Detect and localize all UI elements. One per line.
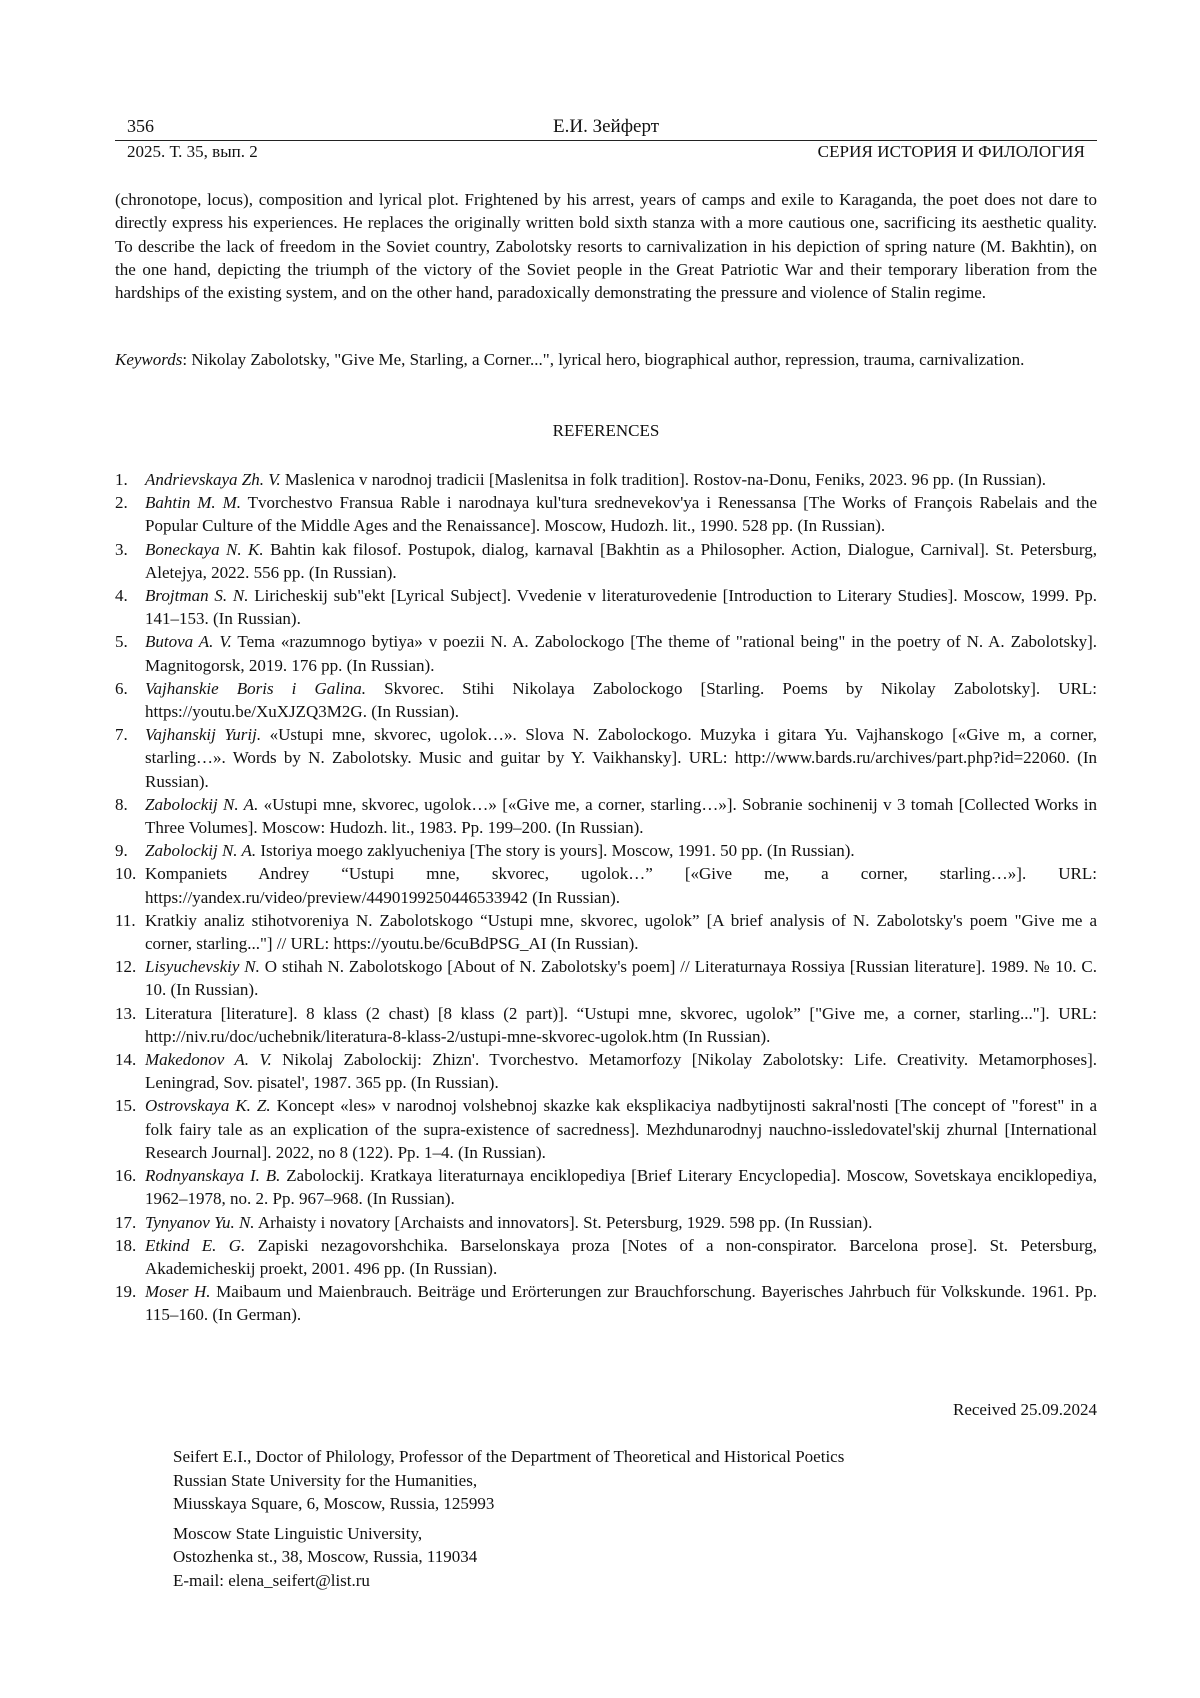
reference-item: 15. Ostrovskaya K. Z. Koncept «les» v narodnoj volshebnoj skazke kak eksplikaciya nadbytijnosti sakral'nosti [The concept of "forest" in a folk fairy tale as an explication of the supra-existence of sacredness]. Mezhdunarodnyj nauchno-issledovatel'skij zhurnal [International Research Journal]. 2022, no 8 (122). Pp. 1–4. (In Russian). [115,1094,1097,1164]
reference-item: 1. Andrievskaya Zh. V. Maslenica v narodnoj tradicii [Maslenitsa in folk tradition]. Rostov-na-Donu, Feniks, 2023. 96 pp. (In Russian). [115,468,1097,491]
reference-item: 13. Literatura [literature]. 8 klass (2 chast) [8 klass (2 part)]. “Ustupi mne, skvorec, ugolok” ["Give me, a corner, starling..."]. URL: http://niv.ru/doc/uchebnik/literatura-8-klass-2/ustupi-mne-skvorec-ugolok.htm (In Russian). [115,1002,1097,1048]
references-list [115,468,1097,1327]
abstract-text: (chronotope, locus), composition and lyrical plot. Frightened by his arrest, years of camps and exile to Karaganda, the poet does not dare to directly express his experiences. He replaces the originally written bold sixth stanza with a more cautious one, sacrificing its aesthetic quality. To describe the lack of freedom in the Soviet country, Zabolotsky resorts to carnivalization in his depiction of spring nature (M. Bakhtin), on the one hand, depicting the triumph of the victory of the Soviet people in the Great Patriotic War and their temporary liberation from the hardships of the existing system, and on the other hand, paradoxically demonstrating the pressure and violence of Stalin regime. [115,188,1097,304]
reference-item: 17. Tynyanov Yu. N. Arhaisty i novatory [Archaists and innovators]. St. Petersburg, 1929. 598 pp. (In Russian). [115,1211,1097,1234]
reference-item: 5. Butova A. V. Tema «razumnogo bytiya» v poezii N. A. Zabolockogo [The theme of "rational being" in the poetry of N. A. Zabolotsky]. Magnitogorsk, 2019. 176 pp. (In Russian). [115,630,1097,676]
affiliation-line: Russian State University for the Humanities, [173,1469,1073,1493]
reference-item: 14. Makedonov A. V. Nikolaj Zabolockij: Zhizn'. Tvorchestvo. Metamorfozy [Nikolay Zabolotsky: Life. Creativity. Metamorphoses]. Leningrad, Sov. pisatel', 1987. 365 pp. (In Russian). [115,1048,1097,1094]
page-number: 356 [127,116,154,137]
reference-item: 18. Etkind E. G. Zapiski nezagovorshchika. Barselonskaya proza [Notes of a non-conspirator. Barcelona prose]. St. Petersburg, Akademicheskij proekt, 2001. 496 pp. (In Russian). [115,1234,1097,1280]
references-heading: REFERENCES [115,421,1097,441]
reference-item: 6. Vajhanskie Boris i Galina. Skvorec. Stihi Nikolaya Zabolockogo [Starling. Poems by Nikolay Zabolotsky]. URL: https://youtu.be/XuXJZQ3M2G. (In Russian). [115,677,1097,723]
keywords-text: : Nikolay Zabolotsky, "Give Me, Starling, a Corner...", lyrical hero, biographical author, repression, trauma, carnivalization. [182,350,1024,369]
reference-item: 10. Kompaniets Andrey “Ustupi mne, skvorec, ugolok…” [«Give me, a corner, starling…»]. URL: https://yandex.ru/video/preview/4490199250446533942 (In Russian). [115,862,1097,908]
reference-item: 12. Lisyuchevskiy N. O stihah N. Zabolotskogo [About of N. Zabolotsky's poem] // Literaturnaya Rossiya [Russian literature]. 1989. № 10. C. 10. (In Russian). [115,955,1097,1001]
affiliation-line: Moscow State Linguistic University, [173,1522,1073,1546]
received-date: Received 25.09.2024 [953,1400,1097,1420]
keywords [115,348,1097,371]
reference-item: 16. Rodnyanskaya I. B. Zabolockij. Kratkaya literaturnaya enciklopediya [Brief Literary Encyclopedia]. Moscow, Sovetskaya enciklopediya, 1962–1978, no. 2. Pp. 967–968. (In Russian). [115,1164,1097,1210]
keywords-label: Keywords [115,350,182,369]
reference-item: 9. Zabolockij N. A. Istoriya moego zaklyucheniya [The story is yours]. Moscow, 1991. 50 pp. (In Russian). [115,839,1097,862]
header-author: Е.И. Зейферт [115,116,1097,138]
reference-item: 19. Moser H. Maibaum und Maienbrauch. Beiträge und Erörterungen zur Brauchforschung. Bayerisches Jahrbuch für Volkskunde. 1961. Pp. 115–160. (In German). [115,1280,1097,1326]
reference-item: 7. Vajhanskij Yurij. «Ustupi mne, skvorec, ugolok…». Slova N. Zabolockogo. Muzyka i gitara Yu. Vajhanskogo [«Give m, a corner, starling…». Words by N. Zabolotsky. Music and guitar by Y. Vaikhansky]. URL: http://www.bards.ru/archives/part.php?id=22060. (In Russian). [115,723,1097,793]
author-affiliation [173,1445,1073,1592]
running-header [115,116,1097,141]
affiliation-line: Miusskaya Square, 6, Moscow, Russia, 125993 [173,1492,1073,1516]
reference-item: 11. Kratkiy analiz stihotvoreniya N. Zabolotskogo “Ustupi mne, skvorec, ugolok” [A brief analysis of N. Zabolotsky's poem "Give me a corner, starling..."] // URL: https://youtu.be/6cuBdPSG_AI (In Russian). [115,909,1097,955]
reference-item: 3. Boneckaya N. K. Bahtin kak filosof. Postupok, dialog, karnaval [Bakhtin as a Philosopher. Action, Dialogue, Carnival]. St. Petersburg, Aletejya, 2022. 556 pp. (In Russian). [115,538,1097,584]
affiliation-line: Seifert E.I., Doctor of Philology, Professor of the Department of Theoretical and Historical Poetics [173,1445,1073,1469]
series-title: СЕРИЯ ИСТОРИЯ И ФИЛОЛОГИЯ [818,142,1085,162]
reference-item: 2. Bahtin M. M. Tvorchestvo Fransua Rable i narodnaya kul'tura srednevekov'ya i Renessansa [The Works of François Rabelais and the Popular Culture of the Middle Ages and the Renaissance]. Moscow, Hudozh. lit., 1990. 528 pp. (In Russian). [115,491,1097,537]
issue-info: 2025. Т. 35, вып. 2 [127,142,258,162]
reference-item: 8. Zabolockij N. A. «Ustupi mne, skvorec, ugolok…» [«Give me, a corner, starling…»]. Sobranie sochinenij v 3 tomah [Collected Works in Three Volumes]. Moscow: Hudozh. lit., 1983. Pp. 199–200. (In Russian). [115,793,1097,839]
author-email: E-mail: elena_seifert@list.ru [173,1569,1073,1593]
affiliation-line: Ostozhenka st., 38, Moscow, Russia, 119034 [173,1545,1073,1569]
reference-item: 4. Brojtman S. N. Liricheskij sub"ekt [Lyrical Subject]. Vvedenie v literaturovedenie [Introduction to Literary Studies]. Moscow, 1999. Pp. 141–153. (In Russian). [115,584,1097,630]
